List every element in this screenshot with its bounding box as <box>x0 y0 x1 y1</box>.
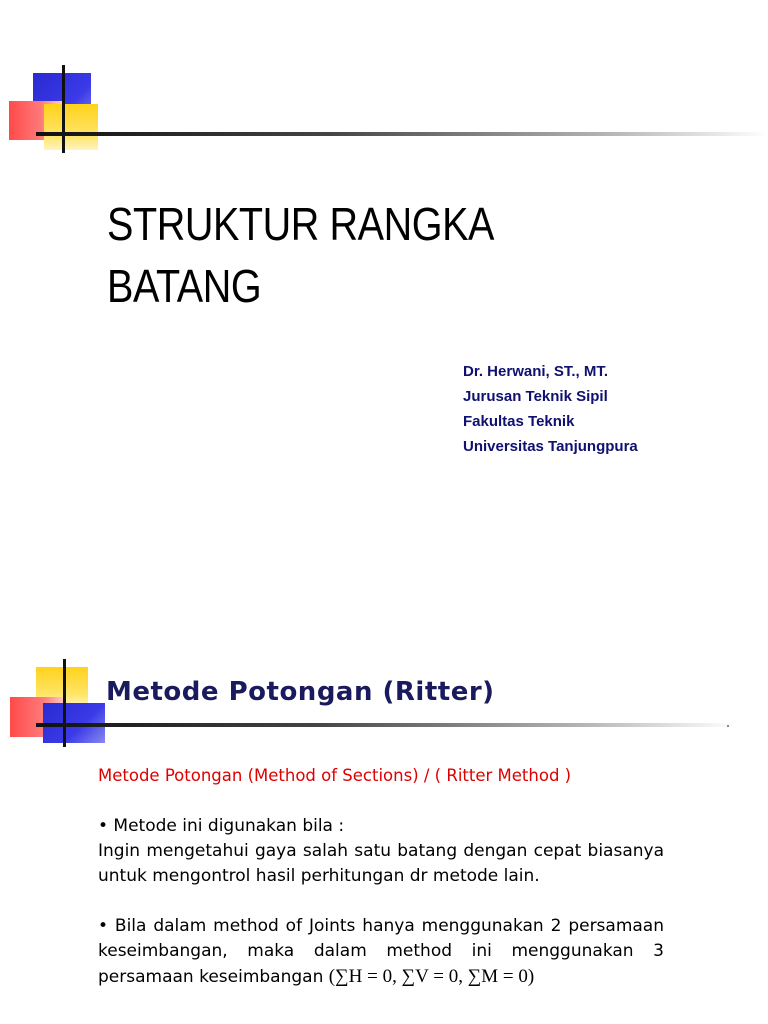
slide-method-of-sections <box>0 645 768 1024</box>
author-block <box>463 359 638 459</box>
bullet-1: • Metode ini digunakan bila : <box>98 816 345 836</box>
title-line-1: STRUKTUR RANGKA <box>107 198 494 250</box>
author-faculty: Fakultas Teknik <box>463 413 575 430</box>
title-line-2: BATANG <box>107 260 262 312</box>
bullet-2-text: • Bila dalam method of Joints hanya menggunakan 2 persamaan keseimbangan, maka dalam method ini menggunakan 3 persamaan keseimbangan <box>98 916 664 987</box>
slide-title-text <box>107 193 623 317</box>
bullet-1-text: Ingin mengetahui gaya salah satu batang dengan cepat biasanya untuk mengontrol hasil perhitungan dr metode lain. <box>98 841 664 886</box>
author-department: Jurusan Teknik Sipil <box>463 388 608 405</box>
slide-2-title: Metode Potongan (Ritter) <box>106 677 495 707</box>
red-heading: Metode Potongan (Method of Sections) / ( Ritter Method ) <box>98 766 572 785</box>
decorative-dot <box>727 725 729 727</box>
slide-2-body <box>98 763 664 990</box>
author-university: Universitas Tanjungpura <box>463 438 638 455</box>
equilibrium-equations: (∑H = 0, ∑V = 0, ∑M = 0) <box>328 966 535 987</box>
author-name: Dr. Herwani, ST., MT. <box>463 363 609 380</box>
corner-logo-icon <box>0 0 768 160</box>
bullet-2 <box>98 914 664 990</box>
